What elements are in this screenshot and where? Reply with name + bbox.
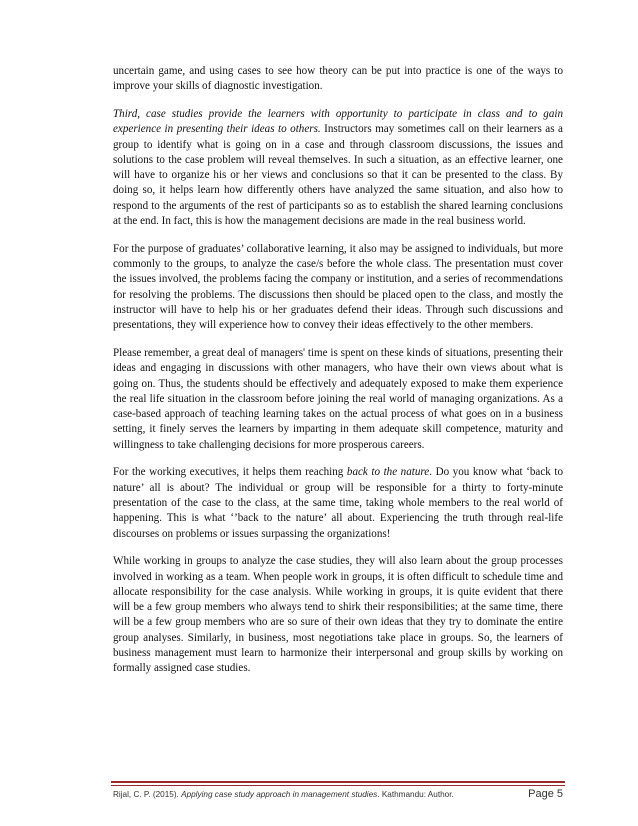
footer-citation — [113, 790, 454, 799]
paragraph-4 — [113, 346, 563, 453]
paragraph-6-text: While working in groups to analyze the case studies, they will also learn about the group processes involved in working as a team. When people work in groups, it is often difficult to schedule time and allocate responsibility for the case analysis. While working in groups, it is quite evident that there will be a few group members who always tend to shirk their responsibilities; at the same time, there will be a few group members who are so sure of their own ideas that they try to dominate the entire group analyses. Similarly, in business, most negotiations take place in groups. So, the learners of business management must learn to harmonize their interpersonal and group skills by working on formally assigned case studies. — [113, 555, 563, 675]
footer-rule-thin — [111, 785, 565, 786]
paragraph-1 — [113, 64, 563, 95]
citation-prefix: Rijal, C. P. (2015). — [113, 790, 182, 799]
document-body — [113, 64, 563, 689]
paragraph-4-text: Please remember, a great deal of managers' time is spent on these kinds of situations, presenting their ideas and engaging in discussions with other managers, who have their own views about what is going on. Thus, the students should be effectively and adequately exposed to make them experience the real life situation in the classroom before joining the real world of managing organizations. As a case-based approach of teaching learning takes on the actual process of what goes on in a business setting, it finely serves the learners by imparting in them adequate skill competence, maturity and willingness to take challenging decisions for more prosperous careers. — [113, 346, 563, 451]
page-footer — [113, 788, 563, 804]
paragraph-5 — [113, 465, 563, 541]
paragraph-5-text-b: . Do you know what ‘back to nature’ all is about? The individual or group will be responsible for a thirty to forty-minute presentation of the case to the class, at the same time, taking whole members to the real world of happening. This is what ‘’back to the nature’ all about. Experiencing the truth through real-life discourses on problems or issues surpassing the organizations! — [113, 466, 564, 540]
citation-suffix: . Kathmandu: Author. — [377, 790, 454, 799]
citation-title: Applying case study approach in management studies — [181, 790, 378, 799]
paragraph-3-text: For the purpose of graduates’ collaborative learning, it also may be assigned to individuals, but more commonly to the groups, to analyze the case/s before the whole class. The presentation must cover the issues involved, the problems facing the company or institution, and a series of recommendations for resolving the problems. The discussions then should be placed open to the class, and mostly the instructor will have to help his or her graduates defend their ideas. Through such discussions and presentations, they will experience how to convey their ideas effectively to the other members. — [113, 242, 563, 332]
page-number: Page 5 — [528, 788, 563, 800]
paragraph-2-text: Instructors may sometimes call on their learners as a group to identify what is going on in a case and through classroom discussions, the issues and solutions to the case problem will reveal themselves. In such a situation, as an effective learner, one will have to organize his or her views and conclusions so that it can be presented to the class. By doing so, it helps learn how differently others have analyzed the same situation, and also how to respond to the arguments of the rest of participants so as to establish the shared learning conclusions at the end. In fact, this is how the management decisions are made in the real business world. — [113, 123, 563, 228]
paragraph-3 — [113, 242, 563, 334]
paragraph-6 — [113, 554, 563, 676]
paragraph-5-italic-phrase: back to the nature — [346, 466, 430, 479]
paragraph-5-text-a: For the working executives, it helps them reaching — [113, 466, 347, 479]
paragraph-2-italic-lead: Third, case studies provide the learners with opportunity to participate in class and to gain experience in presenting their ideas to others. — [113, 107, 563, 136]
footer-rule-thick — [111, 781, 565, 783]
paragraph-1-text: uncertain game, and using cases to see how theory can be put into practice is one of the ways to improve your skills of diagnostic investigation. — [113, 65, 563, 93]
paragraph-2 — [113, 107, 563, 229]
